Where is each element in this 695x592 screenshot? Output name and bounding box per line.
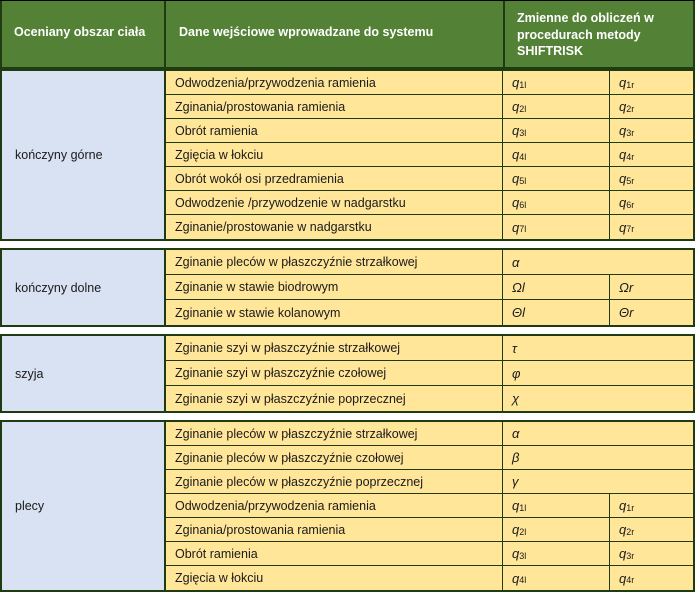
row-group: [166, 71, 693, 239]
table-row: [166, 300, 693, 325]
variable-left: [503, 446, 688, 469]
variable-left: [503, 275, 610, 299]
variable-right-symbol: q: [619, 195, 627, 210]
body-area-block: [0, 69, 695, 241]
table-row: [166, 494, 693, 518]
variable-left-symbol: τ: [512, 340, 517, 356]
table-row: [166, 71, 693, 95]
variable-right: q $_{3r}$: [610, 119, 688, 142]
variable-left-symbol: γ: [512, 474, 519, 489]
row-group: [166, 336, 693, 411]
block-separator: [0, 241, 695, 248]
variable-left: q $_{7l}$: [503, 215, 610, 239]
variable-left: q $_{2l}$: [503, 518, 610, 541]
table-row: [166, 95, 693, 119]
variable-left: [503, 422, 688, 445]
input-data-label: Zginanie pleców w płaszczyźnie strzałkowej: [166, 250, 503, 274]
table-row: [166, 542, 693, 566]
variable-left: q $_{2l}$: [503, 95, 610, 118]
variable-right: [610, 275, 688, 299]
table-row: [166, 191, 693, 215]
variable-left: q $_{6l}$: [503, 191, 610, 214]
variable-right: q $_{5r}$: [610, 167, 688, 190]
variable-left: [503, 250, 688, 274]
header-cell-body-area: Oceniany obszar ciała: [0, 1, 166, 67]
body-area-label: kończyny dolne: [2, 250, 166, 325]
variable-right: q $_{4r}$: [610, 143, 688, 166]
body-area-label: plecy: [2, 422, 166, 590]
variable-left: q $_{4l}$: [503, 143, 610, 166]
table-row: [166, 518, 693, 542]
input-data-label: Zginanie szyi w płaszczyźnie poprzecznej: [166, 386, 503, 411]
variable-right-symbol: q: [619, 147, 627, 162]
table-row: [166, 215, 693, 239]
variable-right-symbol: q: [619, 123, 627, 138]
table-row: [166, 167, 693, 191]
variable-right-symbol: Ωr: [619, 279, 634, 295]
row-group: [166, 422, 693, 590]
variable-left-symbol: α: [512, 254, 520, 270]
table-row: [166, 361, 693, 386]
input-data-label: Odwodzenie /przywodzenie w nadgarstku: [166, 191, 503, 214]
table-header-row: [0, 0, 695, 69]
variable-right: q $_{2r}$: [610, 518, 688, 541]
variable-left: q $_{3l}$: [503, 119, 610, 142]
variable-right-symbol: q: [619, 219, 627, 235]
variable-right-symbol: q: [619, 498, 627, 513]
input-data-label: Zginanie pleców w płaszczyźnie czołowej: [166, 446, 503, 469]
variable-left-symbol: Θl: [512, 305, 525, 320]
variable-left-symbol: q: [512, 570, 520, 586]
table-row: [166, 446, 693, 470]
header-cell-input-data: Dane wejściowe wprowadzane do systemu: [166, 1, 505, 67]
variable-left-symbol: q: [512, 75, 520, 90]
input-data-label: Obrót ramienia: [166, 119, 503, 142]
variable-left: q $_{5l}$: [503, 167, 610, 190]
block-separator: [0, 413, 695, 420]
body-area-block: [0, 420, 695, 592]
variable-left: [503, 300, 610, 325]
variable-right-symbol: Θr: [619, 305, 634, 320]
body-area-label: kończyny górne: [2, 71, 166, 239]
table-row: [166, 275, 693, 300]
variable-left: [503, 470, 688, 493]
table-row: [166, 422, 693, 446]
table-row: [166, 119, 693, 143]
variable-right-symbol: q: [619, 171, 627, 186]
variable-right: q $_{1r}$: [610, 71, 688, 94]
input-data-label: Zginania/prostowania ramienia: [166, 95, 503, 118]
block-separator: [0, 327, 695, 334]
input-data-label: Zginanie pleców w płaszczyźnie poprzecznej: [166, 470, 503, 493]
variable-left-symbol: q: [512, 147, 520, 162]
variable-left-symbol: β: [512, 450, 520, 465]
variable-right: q $_{1r}$: [610, 494, 688, 517]
table-row: [166, 143, 693, 167]
input-data-label: Zginania/prostowania ramienia: [166, 518, 503, 541]
variable-left: [503, 361, 688, 385]
input-data-label: Zginanie pleców w płaszczyźnie strzałkowej: [166, 422, 503, 445]
variable-left-symbol: α: [512, 426, 520, 441]
row-group: [166, 250, 693, 325]
variable-left-symbol: φ: [512, 365, 521, 381]
variable-right-symbol: q: [619, 99, 627, 114]
variable-left-symbol: q: [512, 195, 520, 210]
variable-left: [503, 336, 688, 360]
variable-right: q $_{4r}$: [610, 566, 688, 590]
input-data-label: Zginanie/prostowanie w nadgarstku: [166, 215, 503, 239]
input-data-label: Obrót wokół osi przedramienia: [166, 167, 503, 190]
variable-left-symbol: q: [512, 123, 520, 138]
variable-right-symbol: q: [619, 570, 627, 586]
variable-right: q $_{2r}$: [610, 95, 688, 118]
variable-left-symbol: q: [512, 99, 520, 114]
variable-left-symbol: Ωl: [512, 279, 525, 295]
input-data-label: Zgięcia w łokciu: [166, 566, 503, 590]
table-row: [166, 336, 693, 361]
input-data-label: Obrót ramienia: [166, 542, 503, 565]
variable-left: q $_{3l}$: [503, 542, 610, 565]
header-cell-variables: Zmienne do obliczeń w procedurach metody SHIFTRISK: [505, 1, 695, 67]
variable-left: [503, 386, 688, 411]
input-data-label: Zginanie szyi w płaszczyźnie czołowej: [166, 361, 503, 385]
input-data-label: Zgięcia w łokciu: [166, 143, 503, 166]
table-row: [166, 470, 693, 494]
variable-left-symbol: q: [512, 546, 520, 561]
variable-right: [610, 300, 688, 325]
table-body: [0, 69, 695, 592]
variable-right-symbol: q: [619, 522, 627, 537]
input-data-label: Zginanie w stawie biodrowym: [166, 275, 503, 299]
input-data-label: Odwodzenia/przywodzenia ramienia: [166, 71, 503, 94]
table-row: [166, 386, 693, 411]
variable-right: q $_{6r}$: [610, 191, 688, 214]
body-area-label: szyja: [2, 336, 166, 411]
variable-left-symbol: q: [512, 522, 520, 537]
variable-right-symbol: q: [619, 546, 627, 561]
input-data-label: Zginanie w stawie kolanowym: [166, 300, 503, 325]
body-area-block: [0, 248, 695, 327]
variable-right: q $_{7r}$: [610, 215, 688, 239]
variable-left-symbol: q: [512, 171, 520, 186]
variable-left-symbol: q: [512, 219, 520, 235]
variable-left: q $_{4l}$: [503, 566, 610, 590]
input-data-label: Odwodzenia/przywodzenia ramienia: [166, 494, 503, 517]
variable-left-symbol: χ: [512, 391, 520, 406]
variable-right: q $_{3r}$: [610, 542, 688, 565]
variable-right-symbol: q: [619, 75, 627, 90]
table-row: [166, 250, 693, 275]
table-row: [166, 566, 693, 590]
variable-left-symbol: q: [512, 498, 520, 513]
variable-left: q $_{1l}$: [503, 494, 610, 517]
body-area-block: [0, 334, 695, 413]
variable-left: q $_{1l}$: [503, 71, 610, 94]
input-data-label: Zginanie szyi w płaszczyźnie strzałkowej: [166, 336, 503, 360]
